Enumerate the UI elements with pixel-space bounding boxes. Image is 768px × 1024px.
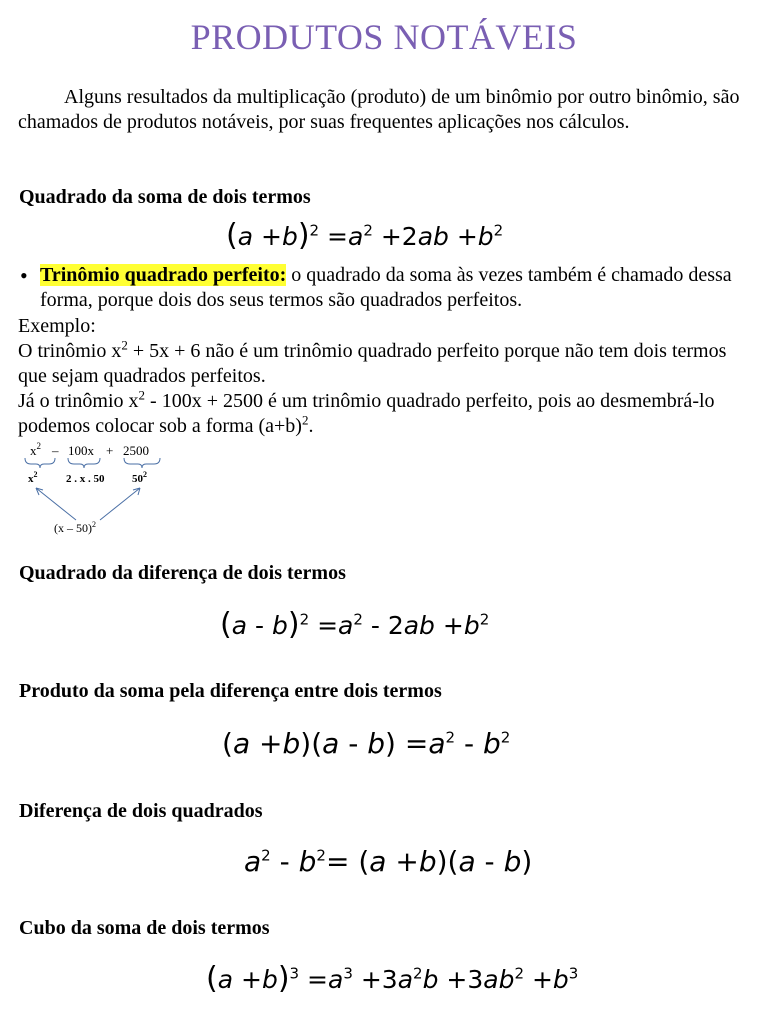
- formula-cube-of-sum: $(a +b)^3 =a^3 +3a^2b +3ab^2 +b^3$: [206, 961, 579, 996]
- diagram-bot-50: $50^2$: [132, 470, 147, 485]
- diagram-result: (x – 50)$^2$: [54, 520, 96, 535]
- brace-left: [25, 458, 55, 468]
- bullet-paragraph: Trinômio quadrado perfeito: o quadrado da soma às vezes também é chamado dessa forma, porque dois dos seus termos são quadrados perfeitos.: [40, 264, 732, 311]
- formula-square-of-difference: $(a - b)^2 =a^2 - 2ab +b^2$: [220, 607, 490, 642]
- heading-sum-times-difference: Produto da soma pela diferença entre dois termos: [19, 680, 442, 702]
- diagram-bot-x: $x^2$: [28, 470, 38, 485]
- heading-cube-of-sum: Cubo da soma de dois termos: [19, 917, 270, 939]
- diagram-top-plus: +: [106, 443, 114, 458]
- diagram-top-x: $x^2$: [30, 441, 41, 458]
- intro-text: Alguns resultados da multiplicação (produto) de um binômio por outro binômio, são chamados de produtos notáveis, por suas frequentes aplicações nos cálculos.: [18, 86, 740, 133]
- formula-difference-of-squares: $a^2 - b^2= (a +b)(a - b)$: [244, 845, 533, 878]
- example-label: Exemplo:: [18, 315, 96, 337]
- diagram-bot-mid: 2 . x . 50: [66, 473, 105, 485]
- brace-mid: [68, 458, 100, 468]
- example-line-1: O trinômio $x^2 + 5x + 6$ não é um trinômio quadrado perfeito porque não tem dois termos que sejam quadrados perfeitos.: [18, 337, 727, 387]
- formula-square-of-sum: $(a +b)^2 =a^2 +2ab +b^2$: [226, 218, 504, 253]
- heading-difference-of-squares: Diferença de dois quadrados: [19, 800, 263, 822]
- diagram-top-100x: 100x: [68, 443, 94, 458]
- diagram-top-minus: –: [52, 443, 59, 458]
- arrow-left: [36, 488, 76, 520]
- factoring-diagram: [18, 440, 198, 540]
- example-block: [18, 314, 758, 439]
- example-line-2: Já o trinômio $x^2 - 100x + 2500$ é um trinômio quadrado perfeito, pois ao desmembrá-lo podemos colocar sob a forma $(a+b)^2$.: [18, 387, 715, 437]
- diagram-top-2500: 2500: [123, 443, 149, 458]
- page-title: PRODUTOS NOTÁVEIS: [190, 17, 578, 57]
- bullet-icon: •: [20, 263, 28, 288]
- highlighted-term: Trinômio quadrado perfeito:: [40, 264, 287, 286]
- heading-square-of-sum: Quadrado da soma de dois termos: [19, 186, 311, 208]
- brace-right: [124, 458, 160, 468]
- formula-sum-times-difference: $(a +b)(a - b) =a^2 - b^2$: [222, 727, 511, 760]
- heading-square-of-difference: Quadrado da diferença de dois termos: [19, 562, 346, 584]
- arrow-right: [100, 488, 140, 520]
- intro-paragraph: [18, 85, 748, 135]
